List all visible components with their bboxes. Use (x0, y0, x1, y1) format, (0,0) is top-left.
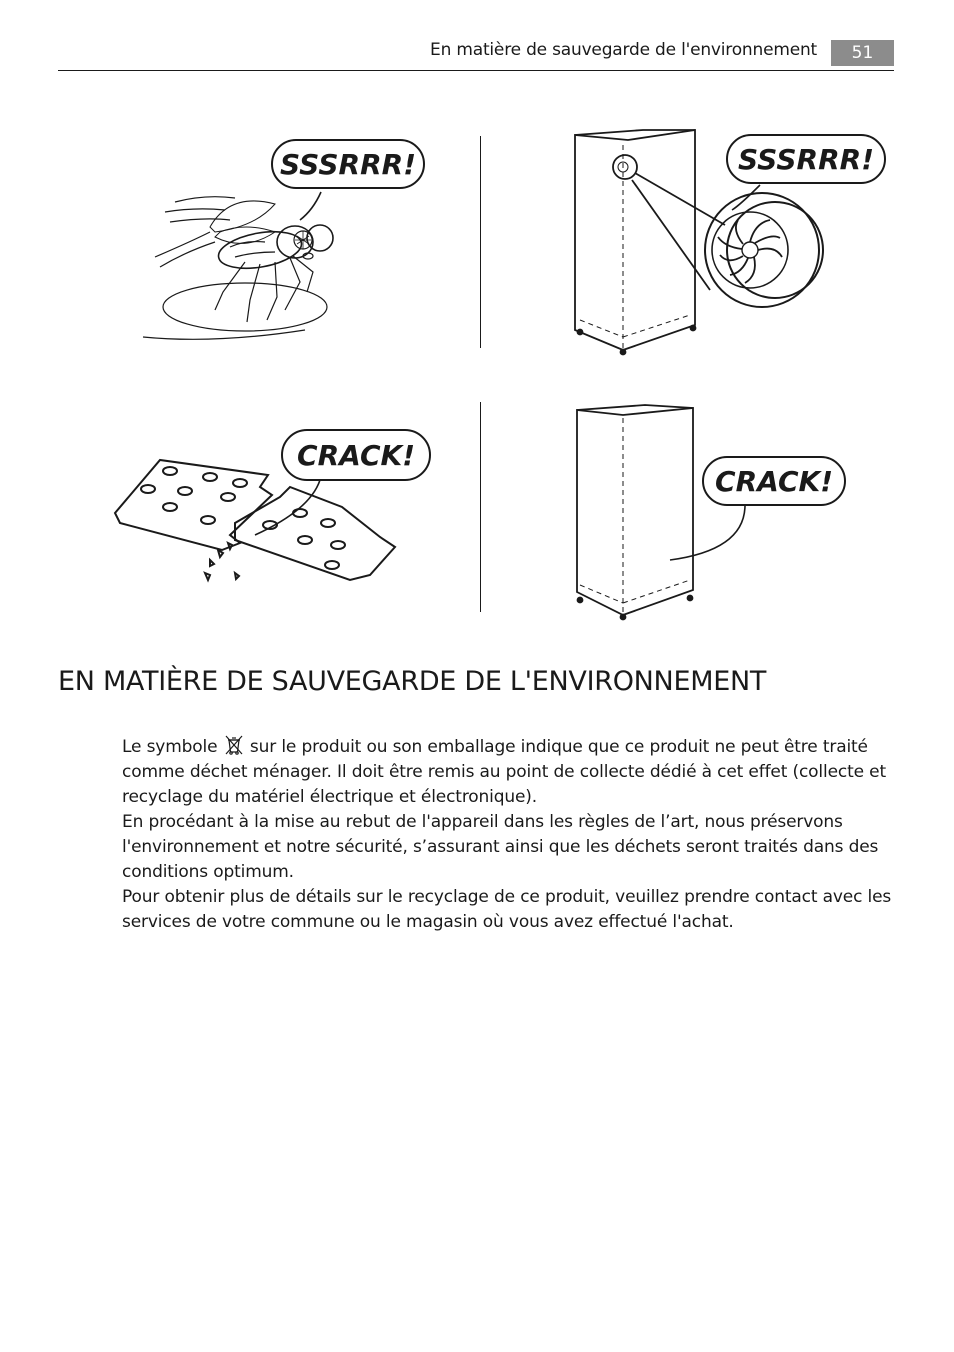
illustration-divider-top (480, 136, 481, 348)
fly-sound-label: SSSRRR! (280, 148, 416, 181)
crack-cabinet-illustration (560, 400, 860, 625)
fly-illustration (135, 132, 435, 347)
paragraph-3: Pour obtenir plus de détails sur le recyclage de ce produit, veuillez prendre contact avec les services de votre commune ou le magasin où vous avez effectué l'achat. (122, 887, 892, 932)
header-rule (58, 70, 894, 71)
section-body (122, 735, 897, 935)
illustration-divider-bottom (480, 402, 481, 612)
cabinet-sound-label: CRACK! (715, 465, 833, 498)
paragraph-1-rest: sur le produit ou son emballage indique que ce produit ne peut être traité comme déchet ménager. Il doit être remis au point de collecte dédié à cet effet (collecte et recyclage du matériel électrique et électronique). (122, 737, 886, 807)
running-header: En matière de sauvegarde de l'environnement (430, 40, 817, 60)
crossed-bin-icon (225, 735, 243, 755)
fan-sound-label: SSSRRR! (738, 143, 874, 176)
tray-sound-label: CRACK! (297, 439, 415, 472)
section-heading: EN MATIÈRE DE SAUVEGARDE DE L'ENVIRONNEMENT (58, 666, 767, 697)
paragraph-2: En procédant à la mise au rebut de l'appareil dans les règles de l’art, nous préservons l'environnement et notre sécurité, s’assurant ainsi que les déchets seront traités dans des conditions optimum. (122, 812, 879, 882)
fan-cabinet-illustration (560, 125, 900, 360)
paragraph-1 (122, 735, 897, 810)
paragraph-1-start: Le symbole (122, 737, 218, 757)
ice-tray-illustration (110, 425, 435, 590)
page-number: 51 (831, 40, 894, 66)
